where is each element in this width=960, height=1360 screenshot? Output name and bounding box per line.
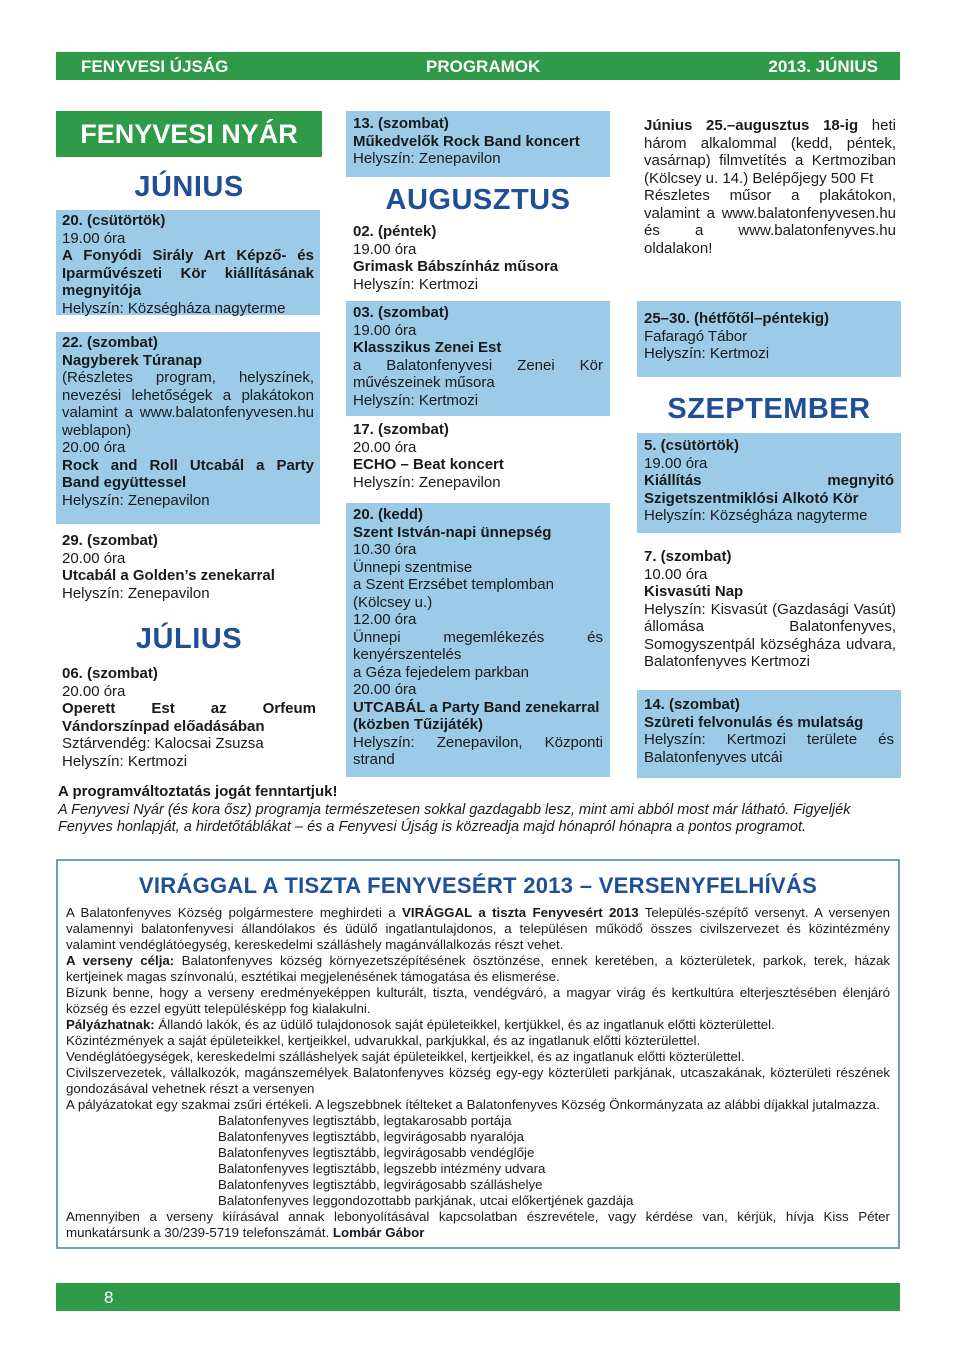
prize-item: Balatonfenyves leggondozottabb parkjának, utcai előkertjének gazdája xyxy=(218,1193,634,1208)
paragraph-label: Pályázhatnak: xyxy=(66,1017,155,1032)
event-block xyxy=(62,665,316,770)
event-date: 13. (szombat) xyxy=(353,115,449,132)
event-time: 20.00 óra xyxy=(353,438,417,456)
program-title: FENYVESI NYÁR xyxy=(56,111,322,157)
paragraph-text: Állandó lakók, és az üdülő tulajdonosok saját épületeikkel, kertjükkel, és az ingatlanuk előtti közterülettel. xyxy=(154,1017,775,1032)
event-time: 19.00 óra xyxy=(353,321,417,339)
event-place: Helyszín: Kertmozi xyxy=(353,275,479,293)
event-date: 22. (szombat) xyxy=(62,334,158,351)
event-date: 7. (szombat) xyxy=(644,548,732,565)
event-title: Rock and Roll Utcabál a Party Band együttessel xyxy=(62,456,314,491)
event-description: a Balatonfenyvesi Zenei Kör művészeinek műsora xyxy=(353,356,603,391)
prize-item: Balatonfenyves legtisztább, legvirágosabb nyaralója xyxy=(218,1129,525,1144)
paragraph-text: Balatonfenyves község környezetszépítésének ösztönzése, ennek keretében, a közterületek, parkok, terek, házak kertjeinek magas színvonalú, esztétikai megjelenésének támogatása és elismerése. xyxy=(66,953,890,984)
event-time: 19.00 óra xyxy=(644,454,708,472)
event-date: 14. (szombat) xyxy=(644,696,740,713)
prize-item: Balatonfenyves legtisztább, legszebb intézmény udvara xyxy=(218,1161,546,1176)
event-block xyxy=(62,532,316,602)
month-heading-september: SZEPTEMBER xyxy=(667,393,871,425)
event-title: Grimask Bábszínház műsora xyxy=(353,258,559,275)
event-title: Utcabál a Golden’s zenekarral xyxy=(62,567,275,584)
event-info: Részletes műsor a plakátokon, valamint a www.balatonfenyvesen.hu és a www.balatonfenyves.hu oldalakon! xyxy=(644,187,896,257)
paragraph-text: Amennyiben a verseny kiírásával annak lebonyolításával kapcsolatban észrevétele, vagy kérdése van, kérjük, hívja Kiss Péter munkatársunk a 30/239-5719 telefonszámát. xyxy=(66,1209,890,1240)
competition-title: VIRÁGGAL A TISZTA FENYVESÉRT 2013 – VERSENYFELHÍVÁS xyxy=(138,873,818,898)
prize-item: Balatonfenyves legtisztább, legvirágosabb vendéglője xyxy=(218,1145,535,1160)
event-place: Helyszín: Községháza nagyterme xyxy=(62,299,286,317)
event-block xyxy=(346,111,610,177)
paragraph-label: A verseny célja: xyxy=(66,953,175,968)
event-place: Helyszín: Kertmozi xyxy=(644,345,770,362)
event-block xyxy=(644,548,896,671)
event-time: 10.00 óra xyxy=(644,565,708,583)
paragraph-text: Vendéglátóegységek, kereskedelmi szálláshelyek saját épületeikkel, kertjeikkel, és az ingatlanuk előtti közterülettel. xyxy=(66,1049,745,1064)
event-title: Kisvasúti Nap xyxy=(644,583,744,600)
event-title: Operett Est az Orfeum Vándorszínpad előadásában xyxy=(62,700,316,735)
event-title: Műkedvelők Rock Band koncert xyxy=(353,132,580,150)
signature-name: Lombár Gábor xyxy=(332,1225,425,1240)
event-title: UTCABÁL a Party Band zenekarral (közben Tűzijáték) xyxy=(353,698,600,733)
event-time: 19.00 óra xyxy=(62,229,126,247)
header-bar xyxy=(56,52,900,80)
page-number: 8 xyxy=(104,1288,114,1307)
footer-bar xyxy=(56,1283,900,1311)
month-heading-june: JÚNIUS xyxy=(134,171,244,203)
event-guest: Sztárvendég: Kalocsai Zsuzsa xyxy=(62,735,264,752)
event-block xyxy=(353,421,605,491)
program-change-notice: A programváltoztatás jogát fenntartjuk! xyxy=(58,783,338,800)
prize-item: Balatonfenyves legtisztább, legvirágosabb szálláshelye xyxy=(218,1177,543,1192)
event-title: ECHO – Beat koncert xyxy=(353,456,504,473)
paragraph-text: Bízunk benne, hogy a verseny eredményeképpen kulturált, tiszta, vendégváró, a magyar virág és kertkultúra elterjesztésében élenjáró község és ezzel együtt településképp fog kialakulni. xyxy=(66,985,890,1016)
paragraph-text: Település-szépítő versenyt. A versenyen valamennyi balatonfenyvesi állandólakos és üdülő ingatlantulajdonos, a településen működő összes civilszervezet és közintézmény valamint vendéglátóegység, kereskedelmi szálláshely magánvállalkozás részt vehet. xyxy=(66,905,890,952)
event-title: Klasszikus Zenei Est xyxy=(353,339,502,356)
event-place: Helyszín: Községháza nagyterme xyxy=(644,507,868,524)
month-heading-august: AUGUSZTUS xyxy=(385,184,571,216)
event-title: Fafaragó Tábor xyxy=(644,327,748,345)
program-note: A Fenyvesi Nyár (és kora ősz) programja természetesen sokkal gazdagabb lesz, mint ami abból most már látható. Figyeljék Fenyves honlapját, a hirdetőtáblákat – és a Fenyvesi Újság is közreadja majd hónapról hónapra a pontos programot. xyxy=(58,802,851,835)
event-time: 10.30 óra xyxy=(353,541,417,558)
event-description: Ünnepi megemlékezés és kenyérszentelés xyxy=(353,628,603,663)
publication-name: FENYVESI ÚJSÁG xyxy=(81,57,229,76)
event-description: Ünnepi szentmise xyxy=(353,558,473,576)
event-place: Helyszín: Zenepavilon xyxy=(353,473,501,491)
event-block xyxy=(353,223,605,293)
event-title: A Fonyódi Sirály Art Képző- és Iparművészeti Kör kiállításának megnyitója xyxy=(62,247,314,299)
event-time: 12.00 óra xyxy=(353,611,417,628)
event-description: heti három alkalommal (kedd, péntek, vasárnap) filmvetítés a Kertmoziban (Kölcsey u. 14.) Belépőjegy 500 Ft xyxy=(644,117,896,187)
paragraph-text: Civilszervezetek, vállalkozók, magánszemélyek Balatonfenyves község egy-egy közterületi parkjának, utcaszakának, közterületi részének gondozásával vehetnek részt a versenyen xyxy=(66,1065,890,1096)
paragraph-text: Közintézmények a saját épületeikkel, kertjeikkel, udvarukkal, parkjukkal, és az ingatlanuk előtti közterülettel. xyxy=(66,1033,701,1048)
event-block xyxy=(637,690,901,778)
event-date: Június 25.–augusztus 18-ig xyxy=(644,117,859,134)
event-block xyxy=(644,117,896,257)
event-date: 25–30. (hétfőtől–péntekig) xyxy=(644,310,830,327)
event-time: 20.00 óra xyxy=(62,682,126,700)
event-place: Helyszín: Kertmozi területe és Balatonfenyves utcái xyxy=(644,731,894,766)
prize-item: Balatonfenyves legtisztább, legtakarosabb portája xyxy=(218,1113,512,1128)
event-block xyxy=(346,301,610,416)
event-description: a Szent Erzsébet templomban (Kölcsey u.) xyxy=(353,576,554,611)
event-title: Szüreti felvonulás és mulatság xyxy=(644,713,864,731)
event-time: 20.00 óra xyxy=(62,549,126,567)
competition-name: VIRÁGGAL a tiszta Fenyvesért 2013 xyxy=(402,905,639,920)
paragraph-text: A pályázatokat egy szakmai zsűri értékeli. A legszebbnek ítélteket a Balatonfenyves Község Önkormányzata az alábbi díjakkal jutalmazza. xyxy=(66,1097,880,1112)
paragraph-text: A Balatonfenyves Község polgármestere meghirdeti a xyxy=(66,905,403,920)
event-place: Helyszín: Kertmozi xyxy=(62,752,188,770)
event-block xyxy=(637,433,901,533)
event-block xyxy=(56,332,320,524)
event-date: 29. (szombat) xyxy=(62,532,158,549)
event-date: 02. (péntek) xyxy=(353,223,437,240)
event-block xyxy=(637,301,901,377)
competition-body xyxy=(66,905,890,1241)
event-block xyxy=(56,210,320,315)
event-time: 20.00 óra xyxy=(353,681,417,698)
event-description: (Részletes program, helyszínek, nevezési lehetőségek a plakátokon valamint a www.balatonfenyvesen.hu weblapon) xyxy=(62,369,314,439)
event-title: Kiállítás megnyitó Szigetszentmiklósi Alkotó Kör xyxy=(644,472,894,507)
event-date: 20. (csütörtök) xyxy=(62,212,166,229)
section-title: PROGRAMOK xyxy=(426,57,541,76)
event-block xyxy=(346,503,610,777)
event-date: 06. (szombat) xyxy=(62,665,158,682)
event-place: Helyszín: Kertmozi xyxy=(353,391,479,409)
event-date: 5. (csütörtök) xyxy=(644,437,740,454)
event-time: 19.00 óra xyxy=(353,240,417,258)
event-description: a Géza fejedelem parkban xyxy=(353,663,529,681)
issue-date: 2013. JÚNIUS xyxy=(768,57,878,76)
event-place: Helyszín: Zenepavilon xyxy=(353,150,501,167)
event-place: Helyszín: Zenepavilon xyxy=(62,584,210,602)
event-title: Szent István-napi ünnepség xyxy=(353,523,552,541)
event-time: 20.00 óra xyxy=(62,439,126,456)
competition-box xyxy=(56,859,900,1249)
event-date: 17. (szombat) xyxy=(353,421,449,438)
event-date: 03. (szombat) xyxy=(353,304,449,321)
month-heading-july: JÚLIUS xyxy=(135,623,243,655)
event-date: 20. (kedd) xyxy=(353,506,424,523)
event-place: Helyszín: Zenepavilon, Központi strand xyxy=(353,733,603,768)
event-place: Helyszín: Kisvasút (Gazdasági Vasút) állomása Balatonfenyves, Somogyszentpál községháza udvara, Balatonfenyves Kertmozi xyxy=(644,600,896,670)
event-place: Helyszín: Zenepavilon xyxy=(62,491,210,509)
event-title: Nagyberek Túranap xyxy=(62,351,203,369)
